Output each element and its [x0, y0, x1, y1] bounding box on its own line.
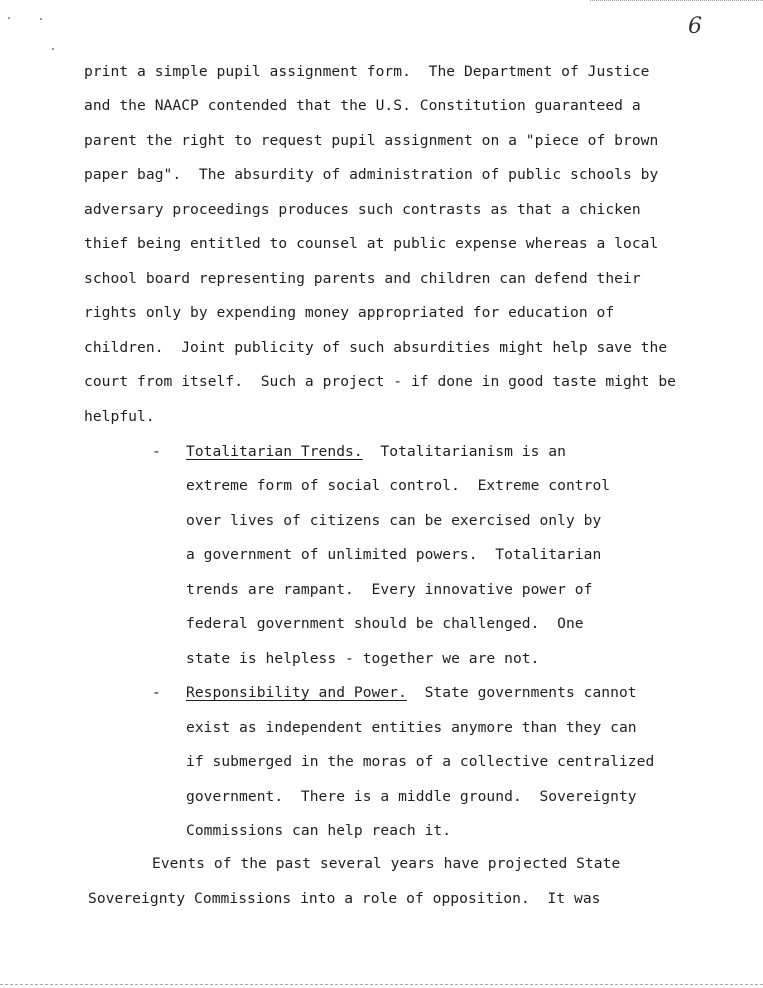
bullet-line: federal government should be challenged. One	[186, 615, 584, 632]
paragraph-line: children. Joint publicity of such absurdities might help save the	[84, 339, 668, 356]
bullet-line: trends are rampant. Every innovative power of	[186, 581, 593, 598]
bullet-first-line	[186, 443, 566, 461]
scan-bottom-edge	[0, 984, 763, 986]
bullet-line: Totalitarianism is an	[362, 443, 566, 460]
paragraph-line: thief being entitled to counsel at public expense whereas a local	[84, 235, 659, 252]
bullet-line: state is helpless - together we are not.	[186, 650, 540, 667]
bullet-line: government. There is a middle ground. Sovereignty	[186, 788, 637, 805]
bullet-line: extreme form of social control. Extreme control	[186, 477, 611, 494]
paragraph-line: Sovereignty Commissions into a role of opposition. It was	[88, 890, 601, 907]
paragraph-line: Events of the past several years have projected State	[152, 855, 621, 872]
paragraph-line: court from itself. Such a project - if done in good taste might be	[84, 373, 677, 390]
bullet-line: if submerged in the moras of a collective centralized	[186, 753, 655, 770]
paragraph-line: paper bag". The absurdity of administration of public schools by	[84, 166, 659, 183]
bullet-dash: -	[152, 684, 161, 701]
scan-speck	[52, 48, 54, 50]
bullet-line: State governments cannot	[406, 684, 637, 701]
paragraph-line: adversary proceedings produces such contrasts as that a chicken	[84, 201, 641, 218]
bullet-dash: -	[152, 443, 161, 460]
bullet-heading: Totalitarian Trends.	[186, 443, 363, 460]
bullet-line: a government of unlimited powers. Totalitarian	[186, 546, 602, 563]
paragraph-line: helpful.	[84, 408, 155, 425]
paragraph-line: school board representing parents and children can defend their	[84, 270, 641, 287]
bullet-heading: Responsibility and Power.	[186, 684, 407, 701]
paragraph-line: parent the right to request pupil assignment on a "piece of brown	[84, 132, 659, 149]
bullet-line: over lives of citizens can be exercised only by	[186, 512, 602, 529]
bullet-first-line	[186, 684, 637, 702]
scan-speck	[8, 17, 10, 19]
paragraph-line: and the NAACP contended that the U.S. Constitution guaranteed a	[84, 97, 641, 114]
bullet-line: Commissions can help reach it.	[186, 822, 452, 839]
page-number: 6	[688, 14, 702, 39]
scan-edge-marks	[590, 0, 763, 3]
bullet-line: exist as independent entities anymore than they can	[186, 719, 637, 736]
paragraph-line: rights only by expending money appropriated for education of	[84, 304, 615, 321]
paragraph-line: print a simple pupil assignment form. The Department of Justice	[84, 63, 650, 80]
scan-speck	[40, 18, 42, 20]
